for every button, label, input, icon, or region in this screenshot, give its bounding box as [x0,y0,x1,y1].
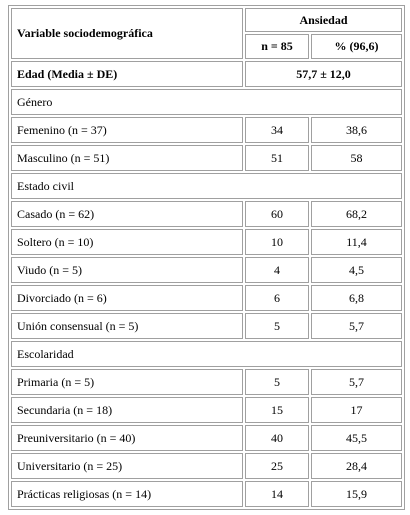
row-n-value: 6 [245,285,309,311]
table-row [11,425,402,451]
section-title: Estado civil [11,173,402,199]
row-percent-value: 15,9 [311,481,402,507]
row-label: Soltero (n = 10) [11,229,243,255]
row-percent-value: 6,8 [311,285,402,311]
row-label: Universitario (n = 25) [11,453,243,479]
row-n-value: 34 [245,117,309,143]
row-n-value: 51 [245,145,309,171]
row-percent-value: 11,4 [311,229,402,255]
row-percent-value: 5,7 [311,313,402,339]
row-percent-value: 17 [311,397,402,423]
row-label: Unión consensual (n = 5) [11,313,243,339]
row-label: Casado (n = 62) [11,201,243,227]
table-row [11,117,402,143]
section-row [11,89,402,115]
row-percent-value: 45,5 [311,425,402,451]
table-row [11,453,402,479]
row-n-value: 5 [245,369,309,395]
row-n-value: 14 [245,481,309,507]
age-label: Edad (Media ± DE) [11,61,243,87]
row-percent-value: 58 [311,145,402,171]
table-row [11,145,402,171]
table-container [8,5,403,510]
table-row [11,369,402,395]
table-row [11,397,402,423]
row-n-value: 25 [245,453,309,479]
group-header: Ansiedad [245,8,402,32]
section-title: Escolaridad [11,341,402,367]
age-value: 57,7 ± 12,0 [245,61,402,87]
row-n-value: 40 [245,425,309,451]
row-n-value: 4 [245,257,309,283]
row-label: Prácticas religiosas (n = 14) [11,481,243,507]
table-row [11,481,402,507]
row-label: Preuniversitario (n = 40) [11,425,243,451]
section-row [11,341,402,367]
row-label: Masculino (n = 51) [11,145,243,171]
table-row [11,313,402,339]
row-n-value: 60 [245,201,309,227]
row-n-value: 15 [245,397,309,423]
sociodemographic-table [8,5,405,510]
row-label: Secundaria (n = 18) [11,397,243,423]
table-row [11,201,402,227]
row-label: Primaria (n = 5) [11,369,243,395]
age-row [11,61,402,87]
row-percent-value: 38,6 [311,117,402,143]
table-row [11,285,402,311]
table-row [11,229,402,255]
section-row [11,173,402,199]
n-column-header: n = 85 [245,34,309,59]
table-row [11,257,402,283]
row-label: Femenino (n = 37) [11,117,243,143]
row-percent-value: 4,5 [311,257,402,283]
row-n-value: 5 [245,313,309,339]
percent-column-header: % (96,6) [311,34,402,59]
row-percent-value: 5,7 [311,369,402,395]
row-label: Divorciado (n = 6) [11,285,243,311]
variable-header: Variable sociodemográfica [11,8,243,59]
row-percent-value: 68,2 [311,201,402,227]
row-n-value: 10 [245,229,309,255]
header-row-top [11,8,402,32]
section-title: Género [11,89,402,115]
row-label: Viudo (n = 5) [11,257,243,283]
row-percent-value: 28,4 [311,453,402,479]
